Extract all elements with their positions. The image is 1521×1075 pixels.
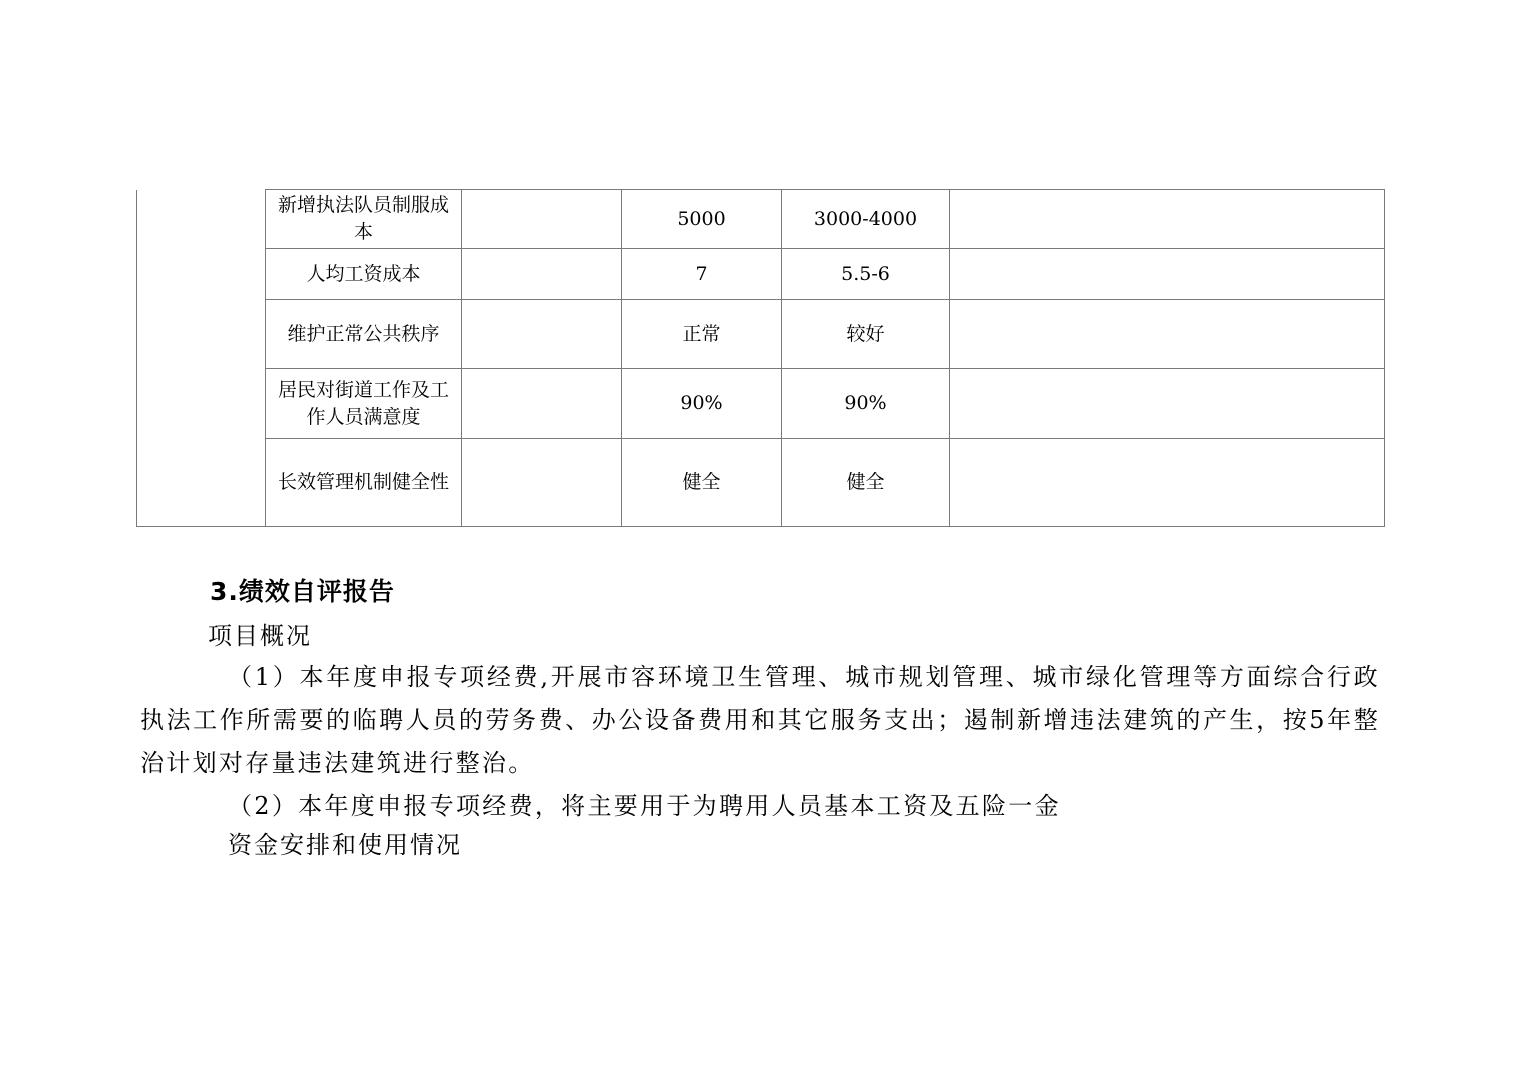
indicator-cell: 维护正常公共秩序 [266,300,462,369]
category-cell [137,190,266,527]
target-value-cell: 正常 [622,300,782,369]
table-row [137,369,1385,439]
table-row [137,300,1385,369]
target-value-cell: 健全 [622,439,782,527]
performance-indicator-table [136,189,1385,527]
actual-value-cell: 90% [782,369,950,439]
note-cell [950,369,1385,439]
note-cell [950,190,1385,249]
blank-cell [462,249,622,300]
indicator-cell: 新增执法队员制服成本 [266,190,462,249]
actual-value-cell: 健全 [782,439,950,527]
actual-value-cell: 3000-4000 [782,190,950,249]
blank-cell [462,369,622,439]
table-row [137,439,1385,527]
blank-cell [462,439,622,527]
table-row [137,249,1385,300]
target-value-cell: 90% [622,369,782,439]
overview-title: 项目概况 [208,622,312,650]
target-value-cell: 7 [622,249,782,300]
paragraph-1: （1）本年度申报专项经费,开展市容环境卫生管理、城市规划管理、城市绿化管理等方面综合行政执法工作所需要的临聘人员的劳务费、办公设备费用和其它服务支出；遏制新增违法建筑的产生，按5年整治计划对存量违法建筑进行整治。 [140,663,1380,777]
actual-value-cell: 5.5-6 [782,249,950,300]
note-cell [950,300,1385,369]
actual-value-cell: 较好 [782,300,950,369]
indicator-cell: 居民对街道工作及工作人员满意度 [266,369,462,439]
funds-title: 资金安排和使用情况 [228,831,462,859]
note-cell [950,249,1385,300]
target-value-cell: 5000 [622,190,782,249]
blank-cell [462,300,622,369]
table-row [137,190,1385,249]
section-heading: 3.绩效自评报告 [210,577,395,606]
indicator-cell: 人均工资成本 [266,249,462,300]
note-cell [950,439,1385,527]
indicator-cell: 长效管理机制健全性 [266,439,462,527]
blank-cell [462,190,622,249]
paragraph-2: （2）本年度申报专项经费，将主要用于为聘用人员基本工资及五险一金 [228,792,1061,820]
